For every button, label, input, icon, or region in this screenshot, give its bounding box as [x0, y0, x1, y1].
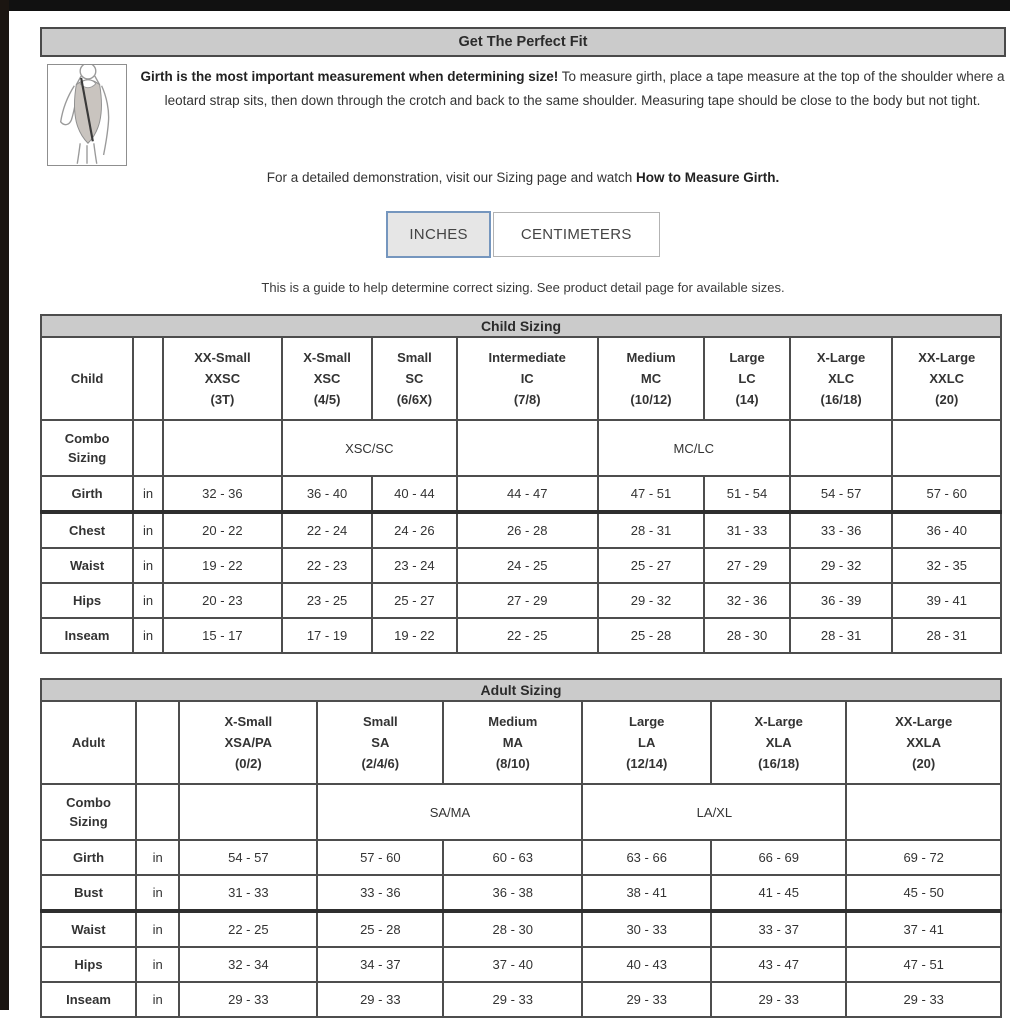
measurement-value-cell: 29 - 32	[598, 583, 705, 618]
measurement-value-cell: 37 - 40	[443, 947, 582, 982]
centimeters-button[interactable]: CENTIMETERS	[493, 212, 660, 257]
measurement-unit: in	[136, 982, 179, 1017]
measurement-value-cell: 47 - 51	[598, 476, 705, 512]
demo-line	[40, 170, 1006, 185]
leotard-figure	[47, 64, 127, 166]
measurement-value-cell: 22 - 24	[282, 512, 372, 548]
measurement-value-cell: 40 - 43	[582, 947, 711, 982]
size-column-header: XX-Large XXLA (20)	[846, 701, 1001, 784]
measurement-value-cell: 36 - 39	[790, 583, 893, 618]
measurement-value-cell: 41 - 45	[711, 875, 846, 911]
measurement-row-label: Inseam	[41, 618, 133, 653]
measurement-unit: in	[133, 512, 163, 548]
measurement-value-cell: 25 - 27	[598, 548, 705, 583]
measurement-value-cell: 57 - 60	[317, 840, 443, 875]
size-column-header: XX-Small XXSC (3T)	[163, 337, 282, 420]
leotard-girth-diagram-icon	[48, 65, 126, 165]
measurement-unit: in	[133, 548, 163, 583]
measurement-value-cell: 29 - 33	[443, 982, 582, 1017]
measurement-value-cell: 19 - 22	[163, 548, 282, 583]
combo-sizing-cell	[457, 420, 598, 476]
combo-sizing-cell	[163, 420, 282, 476]
measurement-value-cell: 33 - 37	[711, 911, 846, 947]
measurement-unit: in	[136, 911, 179, 947]
combo-sizing-cell	[892, 420, 1001, 476]
measurement-row	[41, 911, 1001, 947]
measurement-unit: in	[136, 947, 179, 982]
measurement-value-cell: 40 - 44	[372, 476, 456, 512]
measurement-row-label: Hips	[41, 583, 133, 618]
size-column-header: X-Large XLC (16/18)	[790, 337, 893, 420]
measurement-value-cell: 29 - 32	[790, 548, 893, 583]
measurement-unit: in	[136, 840, 179, 875]
measurement-value-cell: 32 - 34	[179, 947, 317, 982]
measurement-value-cell: 38 - 41	[582, 875, 711, 911]
measurement-row	[41, 840, 1001, 875]
size-column-header: X-Small XSC (4/5)	[282, 337, 372, 420]
measurement-value-cell: 36 - 38	[443, 875, 582, 911]
measurement-value-cell: 22 - 23	[282, 548, 372, 583]
measurement-value-cell: 37 - 41	[846, 911, 1001, 947]
table-corner-label: Child	[41, 337, 133, 420]
table-section-title: Adult Sizing	[41, 679, 1001, 701]
intro-section	[47, 64, 1010, 166]
measurement-row	[41, 512, 1001, 548]
size-column-header: Small SC (6/6X)	[372, 337, 456, 420]
measurement-value-cell: 24 - 26	[372, 512, 456, 548]
measurement-value-cell: 27 - 29	[704, 548, 789, 583]
measurement-value-cell: 39 - 41	[892, 583, 1001, 618]
measurement-unit: in	[136, 875, 179, 911]
measurement-value-cell: 47 - 51	[846, 947, 1001, 982]
measurement-value-cell: 28 - 30	[704, 618, 789, 653]
measurement-value-cell: 22 - 25	[457, 618, 598, 653]
size-column-header: Large LC (14)	[704, 337, 789, 420]
measurement-row-label: Waist	[41, 911, 136, 947]
measurement-value-cell: 57 - 60	[892, 476, 1001, 512]
size-column-header: Large LA (12/14)	[582, 701, 711, 784]
girth-instructions-rest: To measure girth, place a tape measure at the top of the shoulder where a leotard strap sits, then down through the crotch and back to the same shoulder. Measuring tape should be close to the body but not tight.	[164, 69, 1005, 108]
measurement-row-label: Girth	[41, 840, 136, 875]
measurement-value-cell: 28 - 31	[598, 512, 705, 548]
measurement-row-label: Waist	[41, 548, 133, 583]
measurement-value-cell: 33 - 36	[317, 875, 443, 911]
table-corner-label: Adult	[41, 701, 136, 784]
page-title: Get The Perfect Fit	[40, 27, 1006, 57]
measurement-value-cell: 29 - 33	[711, 982, 846, 1017]
top-edge-strip	[0, 0, 1010, 11]
unit-toggle	[40, 211, 1006, 258]
demo-line-bold: How to Measure Girth.	[635, 170, 780, 185]
measurement-value-cell: 27 - 29	[457, 583, 598, 618]
combo-sizing-cell: LA/XL	[582, 784, 846, 840]
combo-unit-cell	[133, 420, 163, 476]
measurement-value-cell: 23 - 24	[372, 548, 456, 583]
measurement-value-cell: 29 - 33	[317, 982, 443, 1017]
measurement-value-cell: 36 - 40	[282, 476, 372, 512]
demo-line-text: For a detailed demonstration, visit our Sizing page and watch	[266, 170, 636, 185]
page-content	[0, 11, 1010, 1018]
measurement-value-cell: 19 - 22	[372, 618, 456, 653]
unit-header-cell	[136, 701, 179, 784]
combo-sizing-cell: XSC/SC	[282, 420, 457, 476]
measurement-value-cell: 32 - 36	[704, 583, 789, 618]
measurement-row	[41, 618, 1001, 653]
combo-unit-cell	[136, 784, 179, 840]
combo-sizing-cell	[790, 420, 893, 476]
measurement-value-cell: 25 - 27	[372, 583, 456, 618]
measurement-row	[41, 476, 1001, 512]
combo-sizing-cell: SA/MA	[317, 784, 582, 840]
measurement-value-cell: 29 - 33	[179, 982, 317, 1017]
measurement-row-label: Chest	[41, 512, 133, 548]
measurement-row-label: Bust	[41, 875, 136, 911]
measurement-value-cell: 54 - 57	[179, 840, 317, 875]
size-column-header: Medium MA (8/10)	[443, 701, 582, 784]
child-sizing-table	[40, 314, 1002, 654]
combo-sizing-label: Combo Sizing	[41, 784, 136, 840]
inches-button[interactable]: INCHES	[386, 211, 490, 258]
measurement-value-cell: 29 - 33	[582, 982, 711, 1017]
measurement-row	[41, 548, 1001, 583]
measurement-value-cell: 20 - 22	[163, 512, 282, 548]
measurement-unit: in	[133, 476, 163, 512]
measurement-row-label: Hips	[41, 947, 136, 982]
size-column-header: Small SA (2/4/6)	[317, 701, 443, 784]
measurement-value-cell: 44 - 47	[457, 476, 598, 512]
measurement-value-cell: 60 - 63	[443, 840, 582, 875]
size-column-header: X-Small XSA/PA (0/2)	[179, 701, 317, 784]
measurement-unit: in	[133, 583, 163, 618]
measurement-value-cell: 32 - 35	[892, 548, 1001, 583]
measurement-value-cell: 15 - 17	[163, 618, 282, 653]
measurement-value-cell: 20 - 23	[163, 583, 282, 618]
measurement-row	[41, 583, 1001, 618]
measurement-value-cell: 66 - 69	[711, 840, 846, 875]
measurement-value-cell: 24 - 25	[457, 548, 598, 583]
measurement-value-cell: 51 - 54	[704, 476, 789, 512]
size-column-header: Medium MC (10/12)	[598, 337, 705, 420]
measurement-row	[41, 875, 1001, 911]
size-column-header: Intermediate IC (7/8)	[457, 337, 598, 420]
table-section-title: Child Sizing	[41, 315, 1001, 337]
measurement-value-cell: 30 - 33	[582, 911, 711, 947]
measurement-unit: in	[133, 618, 163, 653]
measurement-value-cell: 33 - 36	[790, 512, 893, 548]
measurement-value-cell: 43 - 47	[711, 947, 846, 982]
left-edge-strip	[0, 0, 9, 1010]
measurement-value-cell: 25 - 28	[598, 618, 705, 653]
measurement-value-cell: 23 - 25	[282, 583, 372, 618]
measurement-value-cell: 29 - 33	[846, 982, 1001, 1017]
size-column-header: XX-Large XXLC (20)	[892, 337, 1001, 420]
combo-sizing-cell	[179, 784, 317, 840]
measurement-value-cell: 26 - 28	[457, 512, 598, 548]
measurement-value-cell: 31 - 33	[704, 512, 789, 548]
measurement-value-cell: 45 - 50	[846, 875, 1001, 911]
combo-sizing-cell: MC/LC	[598, 420, 790, 476]
measurement-value-cell: 17 - 19	[282, 618, 372, 653]
measurement-value-cell: 31 - 33	[179, 875, 317, 911]
measurement-value-cell: 69 - 72	[846, 840, 1001, 875]
measurement-value-cell: 54 - 57	[790, 476, 893, 512]
measurement-value-cell: 25 - 28	[317, 911, 443, 947]
adult-sizing-table	[40, 678, 1002, 1018]
combo-sizing-cell	[846, 784, 1001, 840]
measurement-row-label: Inseam	[41, 982, 136, 1017]
measurement-value-cell: 63 - 66	[582, 840, 711, 875]
size-column-header: X-Large XLA (16/18)	[711, 701, 846, 784]
measurement-value-cell: 28 - 31	[892, 618, 1001, 653]
measurement-value-cell: 28 - 30	[443, 911, 582, 947]
measurement-row	[41, 982, 1001, 1017]
girth-instructions	[135, 65, 1010, 166]
sizing-guide-note: This is a guide to help determine correct sizing. See product detail page for available sizes.	[261, 280, 785, 295]
measurement-value-cell: 28 - 31	[790, 618, 893, 653]
measurement-value-cell: 22 - 25	[179, 911, 317, 947]
measurement-row	[41, 947, 1001, 982]
combo-sizing-label: Combo Sizing	[41, 420, 133, 476]
measurement-value-cell: 34 - 37	[317, 947, 443, 982]
girth-instructions-bold: Girth is the most important measurement when determining size!	[140, 69, 559, 84]
unit-header-cell	[133, 337, 163, 420]
measurement-row-label: Girth	[41, 476, 133, 512]
measurement-value-cell: 32 - 36	[163, 476, 282, 512]
measurement-value-cell: 36 - 40	[892, 512, 1001, 548]
